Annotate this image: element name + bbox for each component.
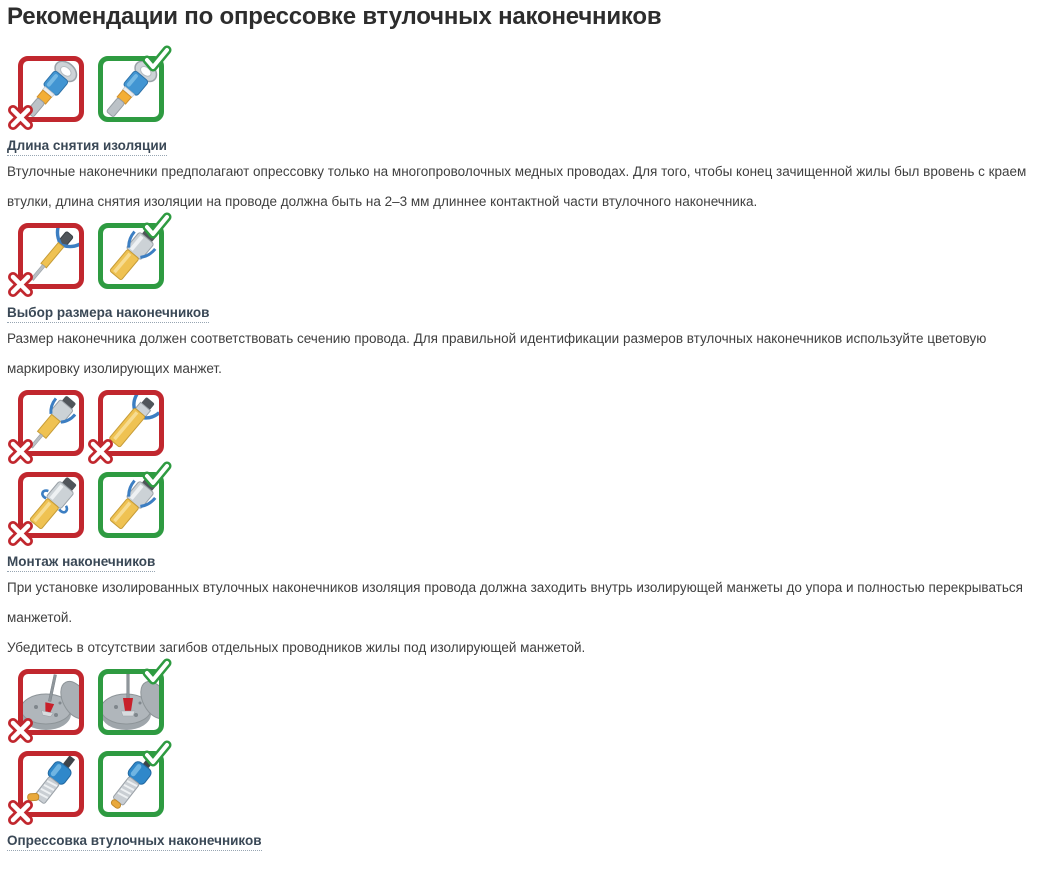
section-size-selection bbox=[7, 223, 1041, 384]
section-heading-link[interactable]: Монтаж наконечников bbox=[7, 554, 155, 572]
cross-icon bbox=[7, 438, 34, 465]
section-strip-length bbox=[7, 56, 1041, 217]
cross-icon bbox=[7, 717, 34, 744]
section-heading-link[interactable]: Выбор размера наконечников bbox=[7, 305, 209, 323]
cross-icon bbox=[7, 271, 34, 298]
check-icon bbox=[141, 658, 172, 686]
check-icon bbox=[141, 45, 172, 73]
example-images bbox=[18, 390, 184, 538]
cross-icon bbox=[7, 104, 34, 131]
section-paragraph: При установке изолированных втулочных наконечников изоляция провода должна заходить внутрь изолирующей манжеты до упора и полностью перекрываться манжетой. bbox=[7, 580, 1023, 625]
example-images bbox=[18, 56, 1041, 122]
example-tile-correct bbox=[98, 751, 164, 817]
example-tile-wrong bbox=[18, 390, 84, 456]
example-tile-correct bbox=[98, 56, 164, 122]
example-tile-wrong bbox=[98, 390, 164, 456]
section-mounting bbox=[7, 390, 1041, 663]
section-paragraph: Убедитесь в отсутствии загибов отдельных проводников жилы под изолирующей манжетой. bbox=[7, 640, 586, 655]
example-tile-correct bbox=[98, 669, 164, 735]
example-tile-wrong bbox=[18, 223, 84, 289]
example-tile-wrong bbox=[18, 751, 84, 817]
cross-icon bbox=[87, 438, 114, 465]
section-heading bbox=[7, 554, 1041, 569]
check-icon bbox=[141, 212, 172, 240]
section-heading bbox=[7, 833, 1041, 848]
example-tile-correct bbox=[98, 223, 164, 289]
example-images bbox=[18, 669, 184, 817]
section-paragraph: Размер наконечника должен соответствовать сечению провода. Для правильной идентификации размеров втулочных наконечников используйте цветовую маркировку изолирующих манжет. bbox=[7, 331, 987, 376]
section-heading-link[interactable]: Длина снятия изоляции bbox=[7, 138, 167, 156]
example-tile-wrong bbox=[18, 56, 84, 122]
section-heading-link[interactable]: Опрессовка втулочных наконечников bbox=[7, 833, 262, 851]
check-icon bbox=[141, 740, 172, 768]
check-icon bbox=[141, 461, 172, 489]
section-paragraph: Втулочные наконечники предполагают опрессовку только на многопроволочных медных проводах. Для того, чтобы конец зачищенной жилы был вровень с краем втулки, длина снятия изоляции на проводе должна быть на 2–3 мм длиннее контактной части втулочного наконечника. bbox=[7, 164, 1027, 209]
section-heading bbox=[7, 138, 1041, 153]
example-tile-correct bbox=[98, 472, 164, 538]
cross-icon bbox=[7, 799, 34, 826]
section-crimping bbox=[7, 669, 1041, 848]
example-tile-wrong bbox=[18, 472, 84, 538]
example-images bbox=[18, 223, 1041, 289]
example-tile-wrong bbox=[18, 669, 84, 735]
cross-icon bbox=[7, 520, 34, 547]
section-heading bbox=[7, 305, 1041, 320]
page-title: Рекомендации по опрессовке втулочных наконечников bbox=[7, 3, 662, 30]
